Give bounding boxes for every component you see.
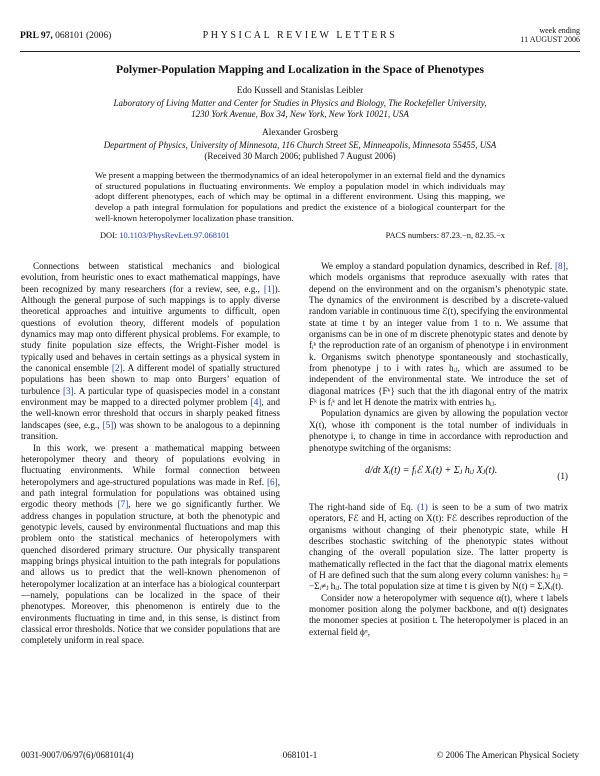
authors-group-2: Alexander Grosberg: [261, 128, 339, 138]
equation-number: (1): [557, 470, 568, 481]
reference-link-2[interactable]: [2]: [111, 363, 123, 374]
right-paragraph-1: [309, 261, 568, 408]
header-rule: [20, 51, 580, 52]
text-run: , and path integral formulation for populations was obtained using ergodic theory methods: [21, 476, 280, 510]
equation-ref-link[interactable]: (1): [417, 501, 428, 512]
reference-link-8[interactable]: [8]: [554, 261, 566, 271]
week-date: 11 AUGUST 2006: [520, 35, 580, 44]
issue-date: [520, 26, 580, 44]
pacs-numbers: PACS numbers: 87.23.−n, 82.35.−x: [385, 231, 505, 240]
text-run: , and the well-known error threshold that occurs in sharply peaked fitness landscapes (see, e.g.,: [21, 397, 281, 430]
week-label: week ending: [539, 26, 580, 35]
text-run: is seen to be a sum of two matrix operators, Fℰ and H, acting on X(t): Fℰ describes reproduction of the organisms without changing of their phenotypic state, while H describes stochastic switching of the phenotypic states without changing of the overall population size. The latter property is mathematically reflected in the fact that the diagonal matrix elements of H are defined such that the sum along every column vanishes: hⱼⱼ = −Σᵢ≠ⱼ hᵢⱼ. The total population size at time t is given by N(t) = ΣᵢXᵢ(t).: [309, 501, 568, 592]
text-run: ). Although the general purpose of such mappings is to apply diverse theoretical approaches and intuitive arguments to difficult, open questions of evolution theory, different models of population dynamics may map onto different physical problems. For example, to study finite population size effects, the Wright-Fisher model is typically used and behaves in certain settings as a physical system in the canonical ensemble: [21, 283, 280, 374]
text-run: , which models organisms that reproduce asexually with rates that depend on the environment and on the organism’s phenotypic state. The dynamics of the environment is described by a discrete-valued random variable in continuous time ℰ(t), specifying the environmental state at time t by an integer value from 1 to n. We assume that organisms can be in one of m discrete phenotypic states and denote by fᵢᵏ the reproduction rate of an organism of phenotype i in environment k. Organisms switch phenotype spontaneously and stochastically, from phenotype j to i with rates hᵢⱼ, which are assumed to be independent of the environmental state. We introduce the set of diagonal matrices {Fᵏ} such that the ith diagonal entry of the matrix Fᵏ is fᵢᵏ and let H denote the matrix with entries hᵢⱼ.: [309, 261, 568, 408]
equation-1: [309, 459, 568, 495]
right-paragraph-4: Consider now a heteropolymer with sequence α(t), where t labels monomer position along the polymer backbone, and α(t) designates the monomer species at position t. The heteropolymer is placed in an external field ϕᵅ,: [309, 592, 568, 637]
text-run: We employ a standard population dynamics, described in Ref.: [321, 261, 555, 271]
page-number: 068101-1: [282, 750, 318, 760]
article-id: 068101 (2006): [55, 31, 112, 41]
journal-short: PRL 97,: [20, 31, 53, 41]
affiliation-1-line-2: 1230 York Avenue, Box 34, New York, New York 10021, USA: [191, 109, 409, 120]
text-run: The right-hand side of Eq.: [309, 501, 418, 512]
journal-name: PHYSICAL REVIEW LETTERS: [202, 30, 398, 41]
affiliation-1-line-1: Laboratory of Living Matter and Center for Studies in Physics and Biology, The Rockefeller University,: [113, 98, 487, 108]
text-run: In this work, we present a mathematical mapping between heteropolymer theory and theory of populations evolving in fluctuating environments. While formal connection between heteropolymers and age-structured populations was made in Ref.: [21, 442, 280, 487]
affiliation-1: [40, 98, 560, 120]
text-run: Connections between statistical mechanics and biological evolution, from heuristic ones to exact mathematical mappings, have been recognized by many researchers (for a review, see, e.g.,: [21, 261, 280, 294]
text-run: . A particular type of quasispecies model in a constant environment may be mapped to a directed polymer problem: [21, 385, 280, 408]
issn: 0031-9007/06/97(6)/068101(4): [21, 750, 134, 760]
equation-body: d/dt Xᵢ(t) = fᵢℰ Xᵢ(t) + Σⱼ hᵢⱼ Xⱼ(t).: [365, 464, 498, 476]
left-column: [21, 261, 280, 647]
reference-link-7[interactable]: [7]: [117, 499, 129, 510]
text-run: . A different model of spatially structured populations has been shown to map onto Burgers’ equation of turbulence: [21, 363, 280, 396]
left-paragraph-2: [21, 443, 280, 647]
reference-link-1[interactable]: [1]: [263, 283, 275, 294]
text-run: ) was shown to be analogous to a depinning transition.: [21, 419, 280, 442]
doi: [100, 231, 230, 240]
copyright: © 2006 The American Physical Society: [436, 750, 579, 760]
reference-link-6[interactable]: [6]: [266, 476, 278, 487]
reference-link-5[interactable]: [5]: [102, 419, 114, 430]
received-published-dates: (Received 30 March 2006; published 7 August 2006): [204, 151, 396, 161]
doi-link[interactable]: 10.1103/PhysRevLett.97.068101: [119, 231, 230, 240]
right-column: [309, 261, 568, 638]
affiliation-2: Department of Physics, University of Minnesota, 116 Church Street SE, Minneapolis, Minnesota 55455, USA: [103, 140, 497, 150]
authors-group-1: Edo Kussell and Stanislas Leibler: [236, 86, 364, 96]
left-paragraph-1: [21, 261, 280, 443]
right-paragraph-3: [309, 502, 568, 593]
abstract: We present a mapping between the thermodynamics of an ideal heteropolymer in an external field and the dynamics of structured populations in fluctuating environments. We employ a population model in which individuals may adopt different phenotypes, each of which may be optimal in a different environment. Using this mapping, we develop a path integral formulation for populations and predict the existence of a biological counterpart for the well-known heteropolymer localization phase transition.: [95, 170, 505, 223]
doi-label: DOI:: [100, 231, 118, 240]
paper-title: Polymer-Population Mapping and Localization in the Space of Phenotypes: [115, 63, 484, 76]
right-paragraph-2: Population dynamics are given by allowing the population vector X(t), whose ith component is the total number of individuals in phenotype i, to change in time in accordance with reproduction and phenotype switching of the organisms:: [309, 408, 568, 453]
reference-link-4[interactable]: [4]: [250, 397, 262, 408]
reference-link-3[interactable]: [3]: [63, 385, 74, 396]
text-run: , here we go significantly further. We address changes in population structure, at both the phenotypic and genotypic levels, caused by environmental fluctuations and map this problem onto the statistical mechanics of heteropolymers with quenched disordered primary structure. Our physically transparent mapping brings physical intuition to the path integrals for populations and allows us to predict that the well-known phenomenon of heteropolymer localization at an interface has a biological counterpart—namely, populations can be localized in the space of their phenotypes. Moreover, this phenomenon is entirely due to the environments fluctuating in time and, in this sense, is distinct from classical error thresholds. Notice that we consider populations that are completely uniform in real space.: [21, 499, 280, 646]
running-header: [20, 26, 580, 48]
